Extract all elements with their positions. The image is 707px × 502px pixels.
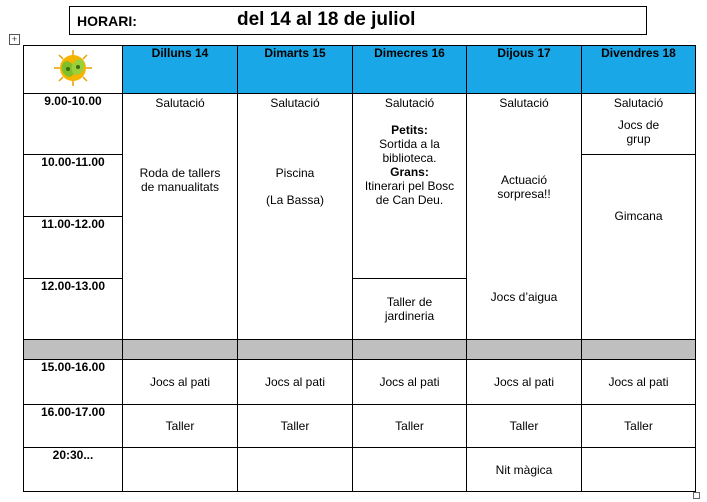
activity: Actuació sorpresa!! bbox=[497, 173, 551, 201]
activity bbox=[353, 123, 466, 207]
wednesday-morning bbox=[353, 94, 467, 279]
lunch-break-cell bbox=[238, 340, 353, 360]
lunch-break-cell bbox=[467, 340, 582, 360]
day-header-thu: Dijous 17 bbox=[467, 46, 582, 94]
time-slot: 11.00-12.00 bbox=[24, 217, 123, 279]
activity-cell bbox=[123, 448, 238, 492]
time-slot: 16.00-17.00 bbox=[24, 405, 123, 448]
activity-text: Itinerari pel Bosc de Can Deu. bbox=[364, 179, 455, 207]
tuesday-morning bbox=[238, 94, 353, 340]
activity-location: (La Bassa) bbox=[265, 193, 325, 207]
activity: Jocs d’aigua bbox=[490, 290, 558, 304]
activity-cell: Taller bbox=[353, 405, 467, 448]
greeting: Salutació bbox=[613, 96, 664, 110]
friday-morning bbox=[582, 94, 696, 155]
time-slot: 10.00-11.00 bbox=[24, 155, 123, 217]
schedule-header bbox=[69, 6, 647, 35]
greeting: Salutació bbox=[384, 96, 435, 110]
thursday-morning bbox=[467, 94, 582, 340]
time-slot: 20:30... bbox=[24, 448, 123, 492]
activity-cell: Taller bbox=[238, 405, 353, 448]
activity: Taller de jardineria bbox=[384, 295, 435, 323]
day-header-wed: Dimecres 16 bbox=[353, 46, 467, 94]
lunch-break-cell bbox=[123, 340, 238, 360]
lunch-break-cell bbox=[582, 340, 696, 360]
lunch-break-cell bbox=[353, 340, 467, 360]
move-handle-icon[interactable]: + bbox=[9, 34, 20, 45]
activity: Piscina bbox=[275, 166, 315, 180]
group-label: Petits: bbox=[391, 123, 428, 137]
lunch-break-cell bbox=[24, 340, 123, 360]
activity-cell: Taller bbox=[467, 405, 582, 448]
activity-cell: Taller bbox=[123, 405, 238, 448]
header-label: HORARI: bbox=[77, 13, 137, 29]
resize-handle-icon[interactable] bbox=[693, 492, 700, 499]
activity-text: Sortida a la biblioteca. bbox=[379, 137, 440, 165]
activity-cell: Jocs al pati bbox=[467, 360, 582, 405]
day-header-fri: Divendres 18 bbox=[582, 46, 696, 94]
activity-cell: Jocs al pati bbox=[582, 360, 696, 405]
activity-cell: Jocs al pati bbox=[353, 360, 467, 405]
activity: Gimcana bbox=[614, 209, 663, 223]
time-slot: 15.00-16.00 bbox=[24, 360, 123, 405]
activity: Roda de tallers de manualitats bbox=[139, 166, 221, 194]
day-header-mon: Dilluns 14 bbox=[123, 46, 238, 94]
activity-cell: Jocs al pati bbox=[238, 360, 353, 405]
activity-cell: Taller bbox=[582, 405, 696, 448]
schedule-table bbox=[23, 45, 696, 492]
activity: Jocs de grup bbox=[617, 118, 660, 146]
activity-cell: Nit màgica bbox=[467, 448, 582, 492]
greeting: Salutació bbox=[270, 96, 320, 110]
header-title: del 14 al 18 de juliol bbox=[237, 9, 416, 30]
greeting: Salutació bbox=[499, 96, 549, 110]
time-slot: 12.00-13.00 bbox=[24, 279, 123, 340]
time-slot: 9.00-10.00 bbox=[24, 94, 123, 155]
activity-cell bbox=[353, 448, 467, 492]
day-header-tue: Dimarts 15 bbox=[238, 46, 353, 94]
group-label: Grans: bbox=[390, 165, 429, 179]
friday-late-morning bbox=[582, 155, 696, 340]
greeting: Salutació bbox=[155, 96, 205, 110]
activity-cell: Jocs al pati bbox=[123, 360, 238, 405]
monday-morning bbox=[123, 94, 238, 340]
wednesday-late-morning bbox=[353, 279, 467, 340]
kiwi-slice-logo bbox=[51, 48, 95, 88]
logo-cell bbox=[24, 46, 123, 94]
activity-cell bbox=[238, 448, 353, 492]
activity-cell bbox=[582, 448, 696, 492]
